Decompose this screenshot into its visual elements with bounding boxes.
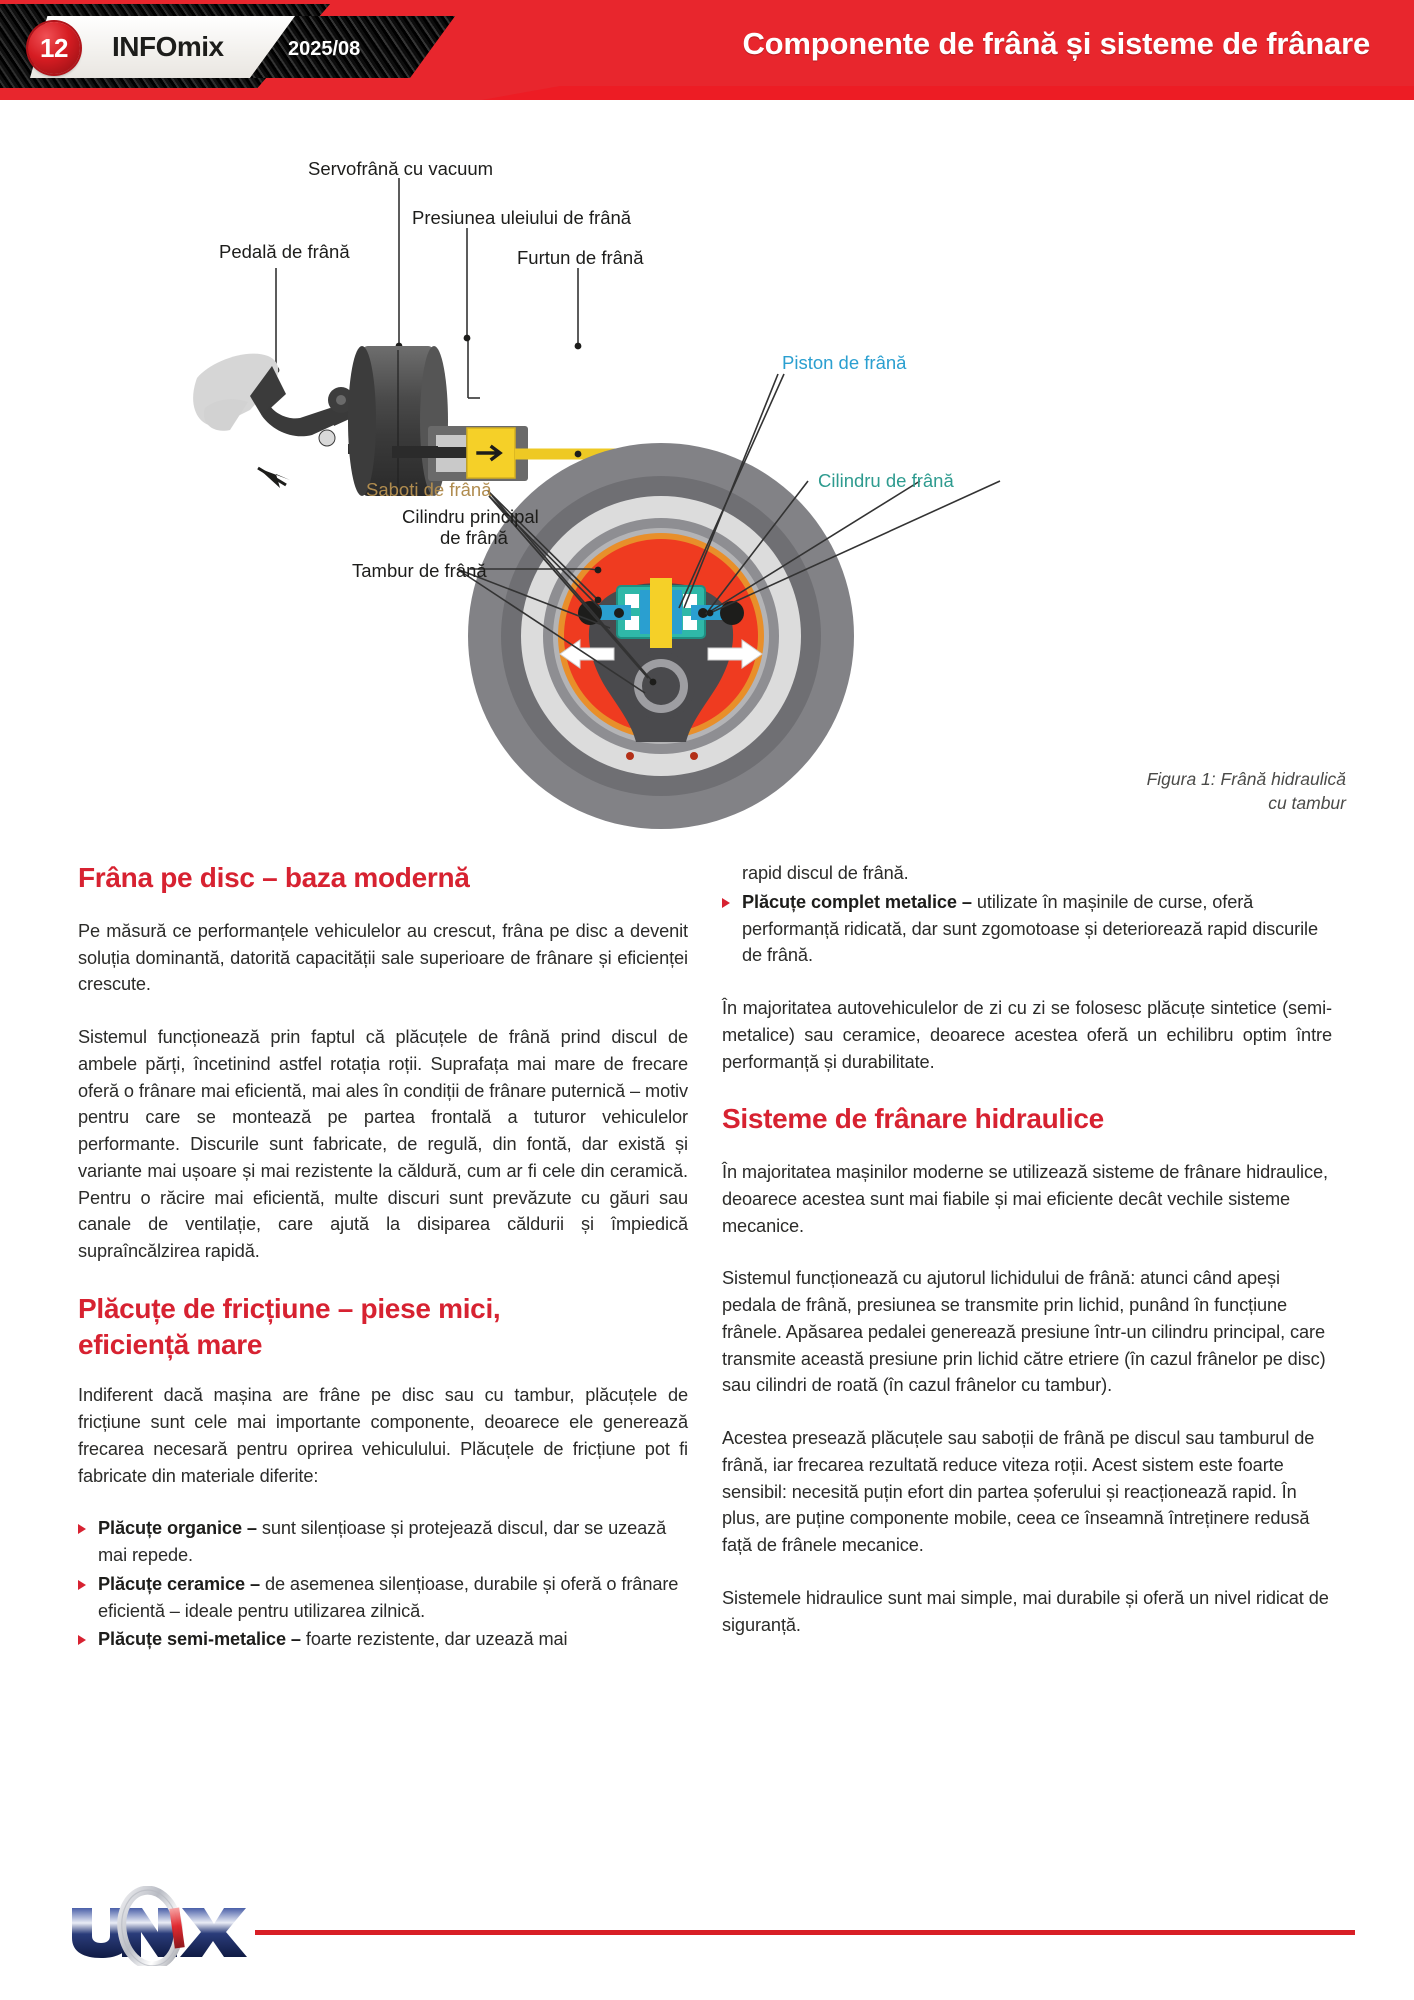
figure-label-pedal: Pedală de frână [219, 241, 350, 262]
left-heading-friction-pads [78, 1291, 688, 1363]
pad-types-list [78, 1515, 688, 1653]
list-item [78, 1515, 688, 1569]
list-item-title: Plăcuțe organice – [98, 1518, 262, 1539]
list-item-text: utilizate în mașinile de curse, oferă performanță ridicată, dar sunt zgomotoase și deteriorează rapid discurile de frână. [742, 891, 1319, 966]
list-item-text: foarte rezistente, dar uzează mai [305, 1629, 568, 1650]
figure-caption [1016, 768, 1346, 815]
right-column [722, 860, 1332, 1664]
triangle-bullet-icon [78, 1580, 86, 1590]
figure-label-master-cylinder-line1: Cilindru principal [402, 506, 539, 527]
figure-label-piston: Piston de frână [782, 352, 907, 373]
list-item-text: sunt silențioase și protejează discul, dar se uzează mai repede. [98, 1518, 667, 1566]
figure-label-oil-pressure: Presiunea uleiului de frână [412, 207, 632, 228]
figure-label-hose: Furtun de frână [517, 247, 644, 268]
left-column [78, 860, 688, 1679]
left-paragraph-2: Sistemul funcționează prin faptul că plăcuțele de frână prind discul de ambele părți, încetinind astfel rotația roții. Suprafața mai mare de frecare oferă o frânare mai eficientă, mai ales în condiții de frânare puternică – motiv pentru care se montează pe partea frontală a tuturor vehiculelor performante. Discurile sunt fabricate, de regulă, din fontă, dar există și variante mai ușoare și mai rezistente la căldură, cum ar fi cele din ceramică. Pentru o răcire mai eficientă, multe discuri sunt prevăzute cu găuri sau canale de ventilație, care ajută la disiparea căldurii și împiedică supraîncălzirea rapidă. [78, 1027, 688, 1262]
figure-caption-line1: Figura 1: Frână hidraulică [1146, 769, 1346, 789]
list-item-title: Plăcuțe semi-metalice – [98, 1629, 306, 1650]
right-paragraph-2: În majoritatea mașinilor moderne se utilizează sisteme de frânare hidraulice, deoarece acestea sunt mai fiabile și mai eficiente decât vechile sisteme mecanice. [722, 1162, 1328, 1236]
page-number-badge: 12 [28, 22, 80, 74]
list-item-continuation-text: rapid discul de frână. [742, 863, 909, 883]
left-paragraph-3: Indiferent dacă mașina are frâne pe disc sau cu tambur, plăcuțele de fricțiune sunt cele mai importante componente, deoarece ele generează frecarea necesară pentru oprirea vehiculului. Plăcuțele de fricțiune pot fi fabricate din materiale diferite: [78, 1385, 688, 1486]
figure-caption-line2: cu tambur [1268, 792, 1346, 813]
triangle-bullet-icon [78, 1635, 86, 1645]
issue-date: 2025/08 [288, 38, 361, 60]
right-paragraph-5: Sistemele hidraulice sunt mai simple, mai durabile și oferă un nivel ridicat de siguranță. [722, 1587, 1329, 1635]
list-item-title: Plăcuțe ceramice – [98, 1573, 265, 1594]
unix-logo [60, 1886, 250, 1966]
figure-label-wheel-cylinder: Cilindru de frână [818, 470, 954, 491]
left-heading-friction-pads-line2: eficiență mare [78, 1328, 263, 1360]
right-heading-hydraulic-systems: Sisteme de frânare hidraulice [722, 1103, 1104, 1135]
triangle-bullet-icon [722, 898, 730, 908]
list-item [722, 889, 1332, 969]
article-body [0, 860, 1414, 1860]
left-heading-disc-brake: Frâna pe disc – baza modernă [78, 862, 470, 893]
list-item-text: de asemenea silențioase, durabile și oferă o frânare eficientă – ideale pentru utilizarea zilnică. [98, 1573, 679, 1621]
list-item [78, 1571, 688, 1625]
brake-system-figure [0, 108, 1414, 860]
list-item [78, 1626, 688, 1653]
page-title: Componente de frână și sisteme de frânare [742, 26, 1370, 61]
figure-label-master-cylinder-line2: de frână [440, 527, 508, 548]
header-red-tail [0, 86, 560, 100]
footer-divider-rule [255, 1930, 1355, 1935]
figure-label-drum: Tambur de frână [352, 560, 487, 581]
list-item-title: Plăcuțe complet metalice – [742, 891, 977, 912]
left-heading-friction-pads-line1: Plăcuțe de fricțiune – piese mici, [78, 1292, 501, 1324]
left-paragraph-1: Pe măsură ce performanțele vehiculelor au crescut, frâna pe disc a devenit soluția dominantă, datorită capacității sale superioare de frânare și eficienței crescute. [78, 920, 688, 995]
brand-name: INFOmix [112, 31, 224, 62]
pad-types-list-continued [722, 860, 1332, 969]
page-header [0, 0, 1414, 100]
triangle-bullet-icon [78, 1524, 86, 1534]
right-paragraph-1: În majoritatea autovehiculelor de zi cu zi se folosesc plăcuțe sintetice (semi-metalice) sau ceramice, deoarece acestea oferă un echilibru optim între performanță și durabilitate. [722, 998, 1332, 1072]
right-paragraph-4: Acestea presează plăcuțele sau saboții de frână pe discul sau tamburul de frână, iar frecarea rezultată reduce viteza roții. Acest sistem este foarte sensibil: necesită puțin efort din partea șoferului și reacționează rapid. În plus, are puține componente mobile, ceea ce înseamnă întreținere redusă față de frânele mecanice. [722, 1428, 1315, 1556]
figure-label-servo: Servofrână cu vacuum [308, 158, 494, 179]
list-item-continuation [722, 860, 1332, 887]
figure-label-shoes: Saboti de frână [366, 479, 492, 500]
right-paragraph-3: Sistemul funcționează cu ajutorul lichidului de frână: atunci când apeși pedala de frână, presiunea se transmite prin lichid, punând în funcțiune frânele. Apăsarea pedalei generează presiune într-un cilindru principal, care transmite această presiune prin lichid către etriere (în cazul frânelor pe disc) sau cilindri de roată (în cazul frânelor cu tambur). [722, 1268, 1326, 1396]
page-footer [0, 1880, 1414, 2000]
